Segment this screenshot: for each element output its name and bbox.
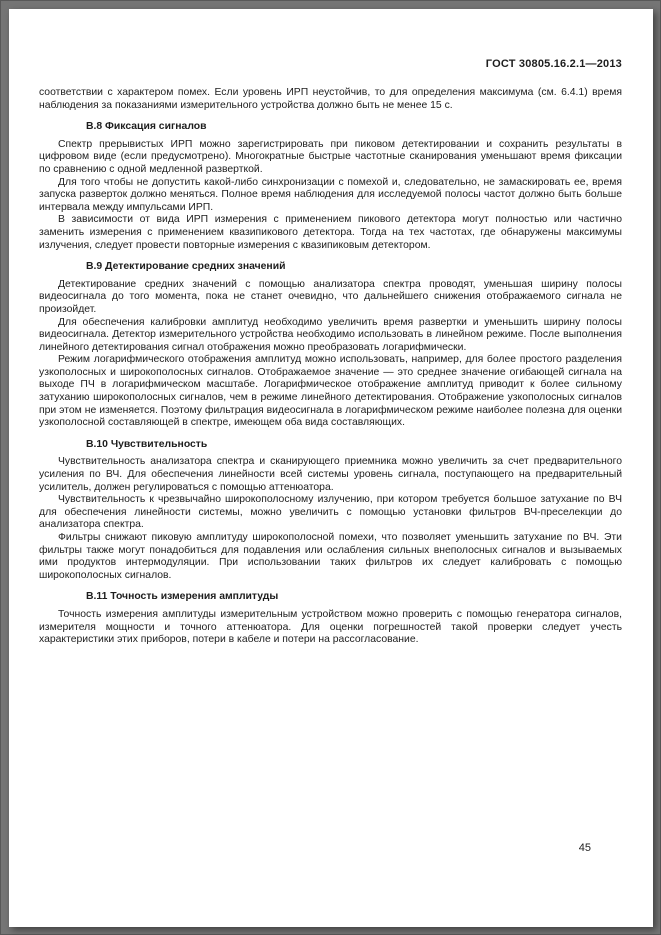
body-paragraph: В зависимости от вида ИРП измерения с применением пикового детектора могут полностью или частично заменить измерения с применением квазипикового детектора. Тогда на тех частотах, где обнаружены максимумы излучения, следует провести повторные измерения с квазипиковым детектором. xyxy=(39,214,622,251)
body-paragraph: Спектр прерывистых ИРП можно зарегистрировать при пиковом детектировании и сохранить результаты в цифровом виде (если предусмотрено). Многократные быстрые частотные сканирования уменьшают время фиксации по сравнению с одной медленной разверткой. xyxy=(39,138,622,175)
section-heading: В.8 Фиксация сигналов xyxy=(86,121,207,133)
body-paragraph: Режим логарифмического отображения амплитуд можно использовать, например, для более простого разделения узкополосных и широкополосных сигналов. Отображаемое значение — это среднее значение огибающей сигнала на выходе ПЧ в логарифмическом масштабе. Логарифмическое отображение амплитуд приводит к более сильному затуханию широкополосных сигналов, чем в режиме линейного детектирования. Отображение узкополосных сигналов при этом не изменяется. Поэтому фильтрация видеосигнала в логарифмическом режиме наиболее полезна для оценки узкополосной составляющей в спектре, имеющем оба вида составляющих. xyxy=(39,354,622,429)
body-paragraph: Детектирование средних значений с помощью анализатора спектра проводят, уменьшая ширину полосы видеосигнала до того момента, пока не станет очевидно, что дальнейшего снижения отображаемого сигнала не произойдет. xyxy=(39,278,622,315)
body-paragraph: Для обеспечения калибровки амплитуд необходимо увеличить время развертки и уменьшить ширину полосы видеосигнала. Детектор измерительного устройства необходимо использовать в линейном режиме. После выполнения линейного детектирования сигнал отображения можно преобразовать логарифмически. xyxy=(39,316,622,353)
document-page xyxy=(9,9,653,927)
body-paragraph: Чувствительность анализатора спектра и сканирующего приемника можно увеличить за счет предварительного усиления по ВЧ. Для обеспечения линейности всей системы уровень сигнала, поступающего на предварительный усилитель, должен регулироваться с помощью аттенюатора. xyxy=(39,456,622,493)
document-header-number: ГОСТ 30805.16.2.1—2013 xyxy=(485,58,622,70)
body-paragraph: Фильтры снижают пиковую амплитуду широкополосной помехи, что позволяет уменьшить затухание по ВЧ. Эти фильтры также могут понадобиться для подавления или ослабления сильных внеполосных сигналов и вызываемых ими продуктов интермодуляции. При использовании таких фильтров их следует калибровать с помощью широкополосных сигналов. xyxy=(39,532,622,581)
body-paragraph: Точность измерения амплитуды измерительным устройством можно проверить с помощью генератора сигналов, измерителя мощности и точного аттенюатора. Для оценки погрешностей такой проверки следует учесть характеристики этих приборов, потери в кабеле и потери на рассогласование. xyxy=(39,608,622,646)
body-paragraph: Чувствительность к чрезвычайно широкополосному излучению, при котором требуется большое затухание по ВЧ для обеспечения линейности системы, можно увеличить с помощью установки фильтров ВЧ-преселекции до анализатора спектра. xyxy=(39,494,622,531)
body-paragraph: Для того чтобы не допустить какой-либо синхронизации с помехой и, следовательно, не замаскировать ее, время запуска разверток должно меняться. Полное время наблюдения для исследуемой полосы частот должно быть больше интервала между импульсами ИРП. xyxy=(39,176,622,213)
section-heading: В.11 Точность измерения амплитуды xyxy=(86,591,279,603)
section-heading: В.10 Чувствительность xyxy=(86,438,208,450)
section-heading: В.9 Детектирование средних значений xyxy=(86,261,286,273)
page-number: 45 xyxy=(578,842,591,854)
document-content xyxy=(39,87,622,647)
body-paragraph: соответствии с характером помех. Если уровень ИРП неустойчив, то для определения максимума (см. 6.4.1) время наблюдения за показаниями измерительного устройства должно быть не менее 15 с. xyxy=(39,87,622,111)
